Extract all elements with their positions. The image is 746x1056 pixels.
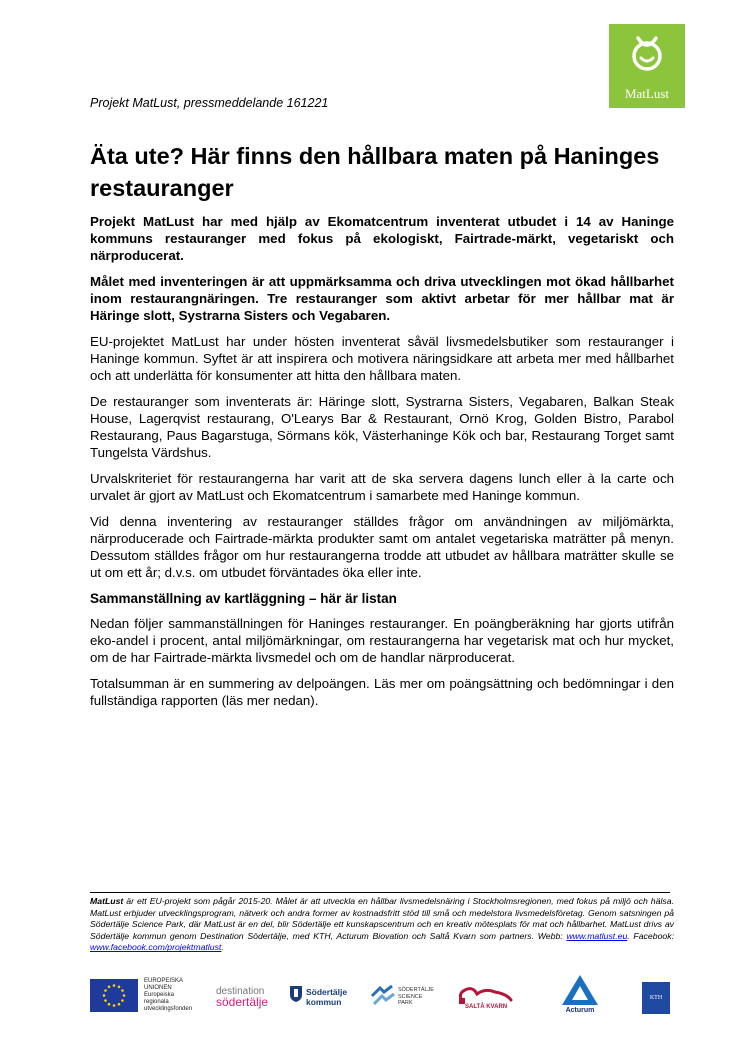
body-paragraph: Urvalskriteriet för restaurangerna har varit att de ska servera dagens lunch eller à la carte och urvalet är gjort av MatLust och Ekomatcentrum i samarbete med Haninge kommun.: [90, 471, 674, 503]
footer-separator: . Facebook:: [627, 930, 674, 941]
logo-text: MatLust: [624, 86, 670, 101]
article-body: [90, 213, 674, 718]
footer-text: [90, 896, 674, 954]
salta-kvarn-icon: [455, 986, 515, 1006]
footer-description: är ett EU-projekt som pågår 2015-20. Målet är att utveckla en hållbar livsmedelsnäring i Stockholmsregionen, med fokus på miljö och hälsa. MatLust erbjuder utvecklingsprogram, nätverk och andra former av kostnadsfritt stöd till små och medelstora livsmedelsföretag. Genom satsningen på Södertälje Science Park, där MatLust är en del, blir Södertälje ett kunskapscentrum och en kreativ mötesplats för mat och hållbarhet. MatLust drivs av Södertälje kommun genom Destination Södertälje, med KTH, Acturum Biovation och Saltå Kvarn som partners. Webb:: [90, 896, 674, 941]
footer-brand: MatLust: [90, 896, 124, 906]
eu-flag-icon: [90, 979, 138, 1012]
destination-sodertalje-logo: destination södertälje: [216, 986, 269, 1009]
eu-fund-label: EUROPEISKA UNIONEN Europeiska regionala utvecklingsfonden: [144, 978, 193, 1012]
sodertalje-science-park-logo: SÖDERTÄLJE SCIENCE PARK: [370, 984, 396, 1011]
matlust-logo: [609, 24, 685, 108]
footer-end: .: [221, 942, 224, 953]
website-link[interactable]: www.matlust.eu: [566, 930, 628, 941]
page-title: Äta ute? Här finns den hållbara maten på Haninges restauranger: [90, 143, 660, 201]
lead-paragraph: Projekt MatLust har med hjälp av Ekomatcentrum inventerat utbudet i 14 av Haninge kommuns restauranger med fokus på ekologiskt, Fairtrade-märkt, vegetariskt och närproducerat.: [90, 214, 674, 263]
press-release-subtitle: Projekt MatLust, pressmeddelande 161221: [90, 96, 329, 110]
sodertalje-kommun-logo: Södertälje kommun: [290, 986, 302, 1007]
science-park-icon: [370, 984, 396, 1006]
body-paragraph: Nedan följer sammanställningen för Haninges restauranger. En poängberäkning har gjorts utifrån eko-andel i procent, antal miljömärkningar, om restaurangerna har vegetarisk mat och hur mycket, om de har Fairtrade-märkta livsmedel och om de handlar närproducerat.: [90, 616, 674, 665]
matlust-flower-icon: [628, 30, 666, 80]
facebook-link[interactable]: www.facebook.com/projektmatlust: [90, 942, 222, 953]
lead-paragraph: Målet med inventeringen är att uppmärksamma och driva utvecklingen mot ökad hållbarhet inom restaurangnäringen. Tre restauranger som aktivt arbetar för mer hållbar mat är Häringe slott, Systrarna Sisters och Vegabaren.: [90, 274, 674, 323]
acturum-triangle-icon: [560, 974, 600, 1006]
body-paragraph: Vid denna inventering av restauranger ställdes frågor om användningen av miljömärkta, närproducerade och Fairtrade-märkta produkter samt om antalet vegetariska maträtter på menyn. Dessutom ställdes frågor om hur restaurangerna trodde att utbudet av hållbara maträtter skulle se ut om ett år; d.v.s. om utbudet förväntades öka eller inte.: [90, 514, 674, 580]
acturum-logo: Acturum: [560, 974, 600, 1011]
kth-logo: KTH: [642, 982, 670, 1014]
body-paragraph: Totalsumman är en summering av delpoängen. Läs mer om poängsättning och bedömningar i den fullständiga rapporten (läs mer nedan).: [90, 676, 674, 708]
body-paragraph: De restauranger som inventerats är: Häringe slott, Systrarna Sisters, Vegabaren, Balkan Steak House, Lagerqvist restaurang, O'Learys Bar & Restaurant, Ornö Krog, Golden Bistro, Parabol Restaurang, Paus Bagarstuga, Sörmans kök, Västerhaninge Kök och bar, Restaurang Torget samt Tungelsta Värdshus.: [90, 394, 674, 460]
partner-logos: [90, 972, 680, 1022]
shield-icon: [290, 986, 302, 1002]
footer-divider: [90, 892, 670, 893]
section-heading: Sammanställning av kartläggning – här är listan: [90, 591, 397, 606]
salta-kvarn-logo: SALTÅ KVARN: [455, 986, 515, 1011]
body-paragraph: EU-projektet MatLust har under hösten inventerat såväl livsmedelsbutiker som restauranger i Haninge kommun. Syftet är att inspirera och motivera näringsidkare att arbeta mer med hållbarhet och att underlätta för konsumenter att hitta den hållbara maten.: [90, 334, 674, 383]
